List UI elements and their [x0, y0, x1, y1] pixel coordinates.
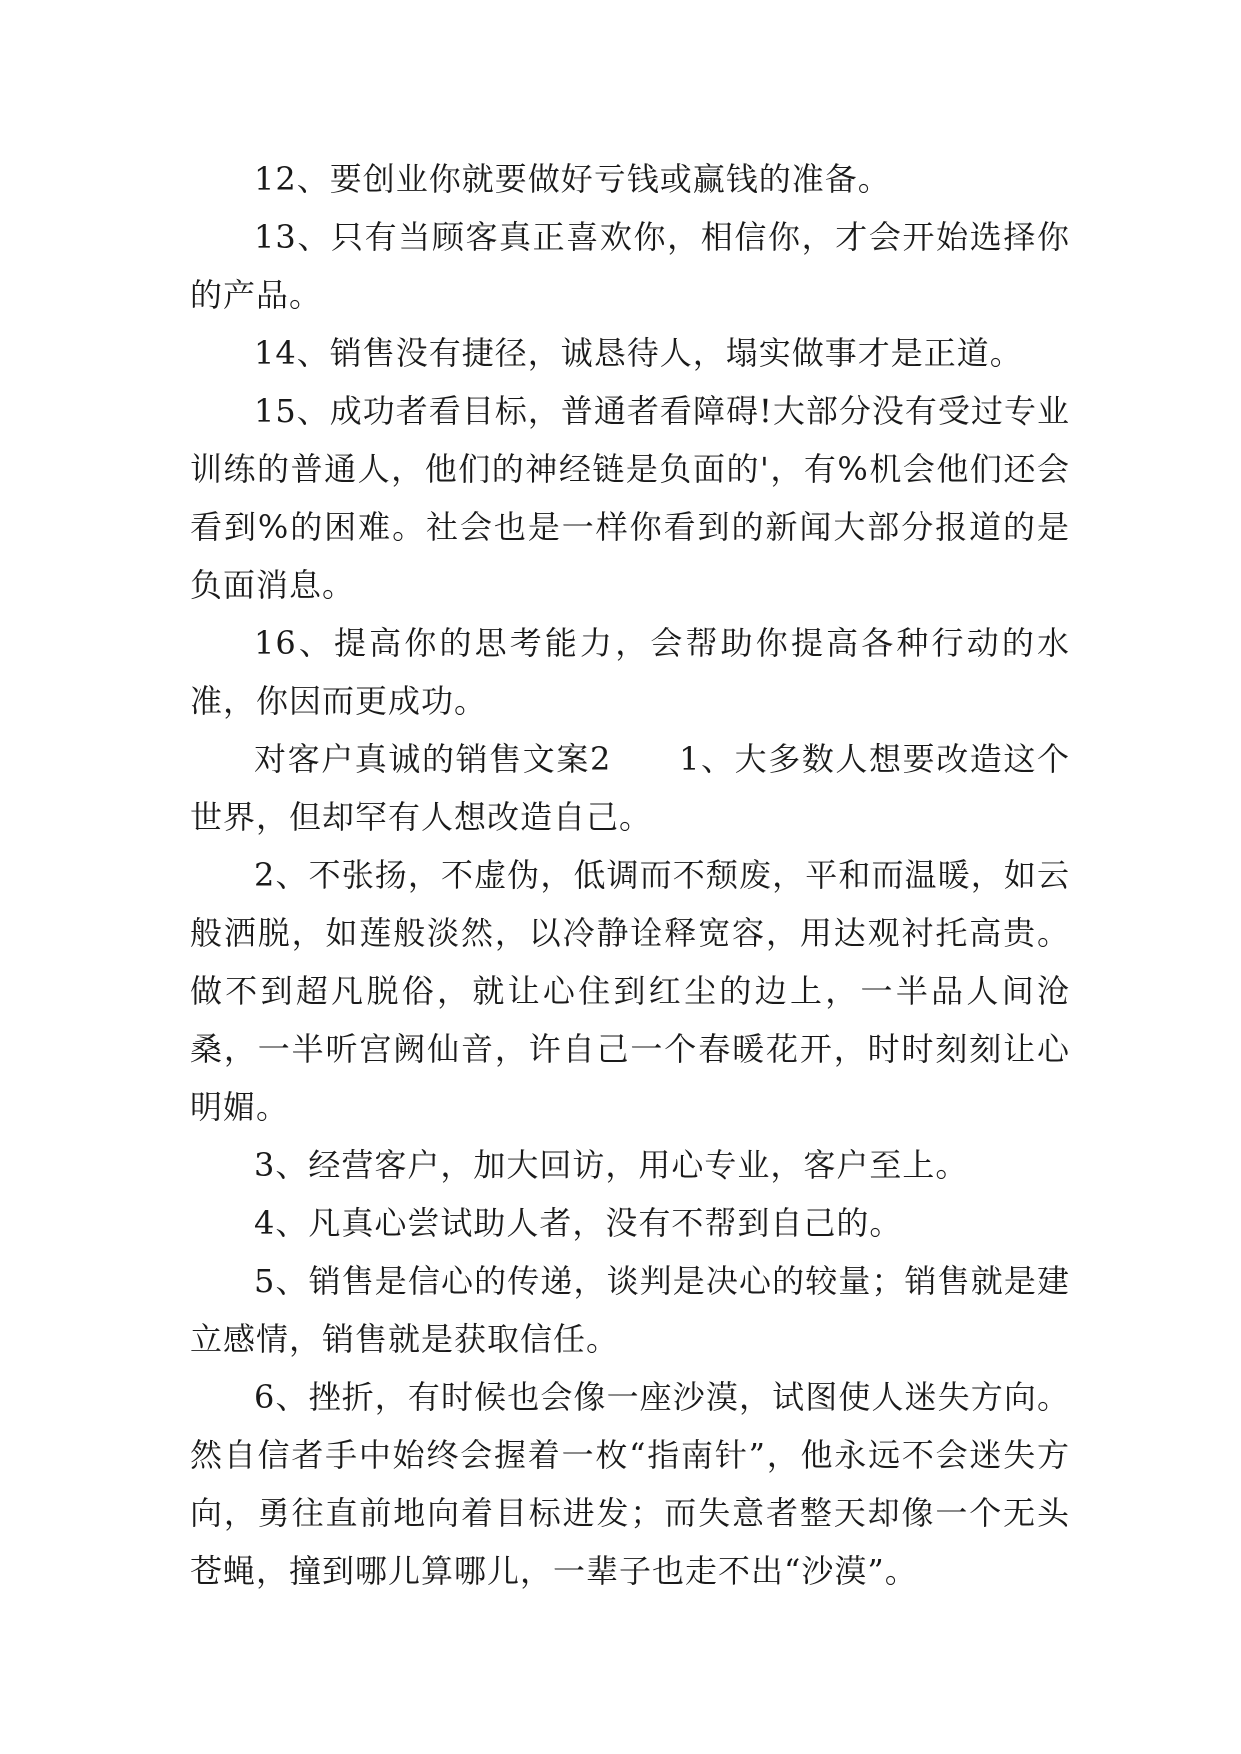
paragraph-14: 14、销售没有捷径，诚恳待人，塌实做事才是正道。 — [254, 334, 1023, 372]
document-body — [190, 150, 1070, 1600]
paragraph-15: 15、成功者看目标，普通者看障碍!大部分没有受过专业训练的普通人，他们的神经链是负面的'，有%机会他们还会看到%的困难。社会也是一样你看到的新闻大部分报道的是负面消息。 — [190, 392, 1070, 604]
paragraph-16: 16、提高你的思考能力，会帮助你提高各种行动的水准，你因而更成功。 — [190, 624, 1070, 720]
section-heading-paragraph-1: 对客户真诚的销售文案2 1、大多数人想要改造这个世界，但却罕有人想改造自己。 — [190, 740, 1070, 836]
paragraph-2: 2、不张扬，不虚伪，低调而不颓废，平和而温暖，如云般洒脱，如莲般淡然，以冷静诠释宽容，用达观衬托高贵。做不到超凡脱俗，就让心住到红尘的边上，一半品人间沧桑，一半听宫阙仙音，许自己一个春暖花开，时时刻刻让心明媚。 — [190, 856, 1070, 1126]
paragraph-6: 6、挫折，有时候也会像一座沙漠，试图使人迷失方向。然自信者手中始终会握着一枚“指南针”，他永远不会迷失方向，勇往直前地向着目标进发；而失意者整天却像一个无头苍蝇，撞到哪儿算哪儿，一辈子也走不出“沙漠”。 — [190, 1378, 1070, 1590]
paragraph-5: 5、销售是信心的传递，谈判是决心的较量；销售就是建立感情，销售就是获取信任。 — [190, 1262, 1070, 1358]
paragraph-4: 4、凡真心尝试助人者，没有不帮到自己的。 — [254, 1204, 903, 1242]
paragraph-13: 13、只有当顾客真正喜欢你，相信你，才会开始选择你的产品。 — [190, 218, 1070, 314]
paragraph-3: 3、经营客户，加大回访，用心专业，客户至上。 — [254, 1146, 969, 1184]
paragraph-12: 12、要创业你就要做好亏钱或赢钱的准备。 — [254, 160, 891, 198]
